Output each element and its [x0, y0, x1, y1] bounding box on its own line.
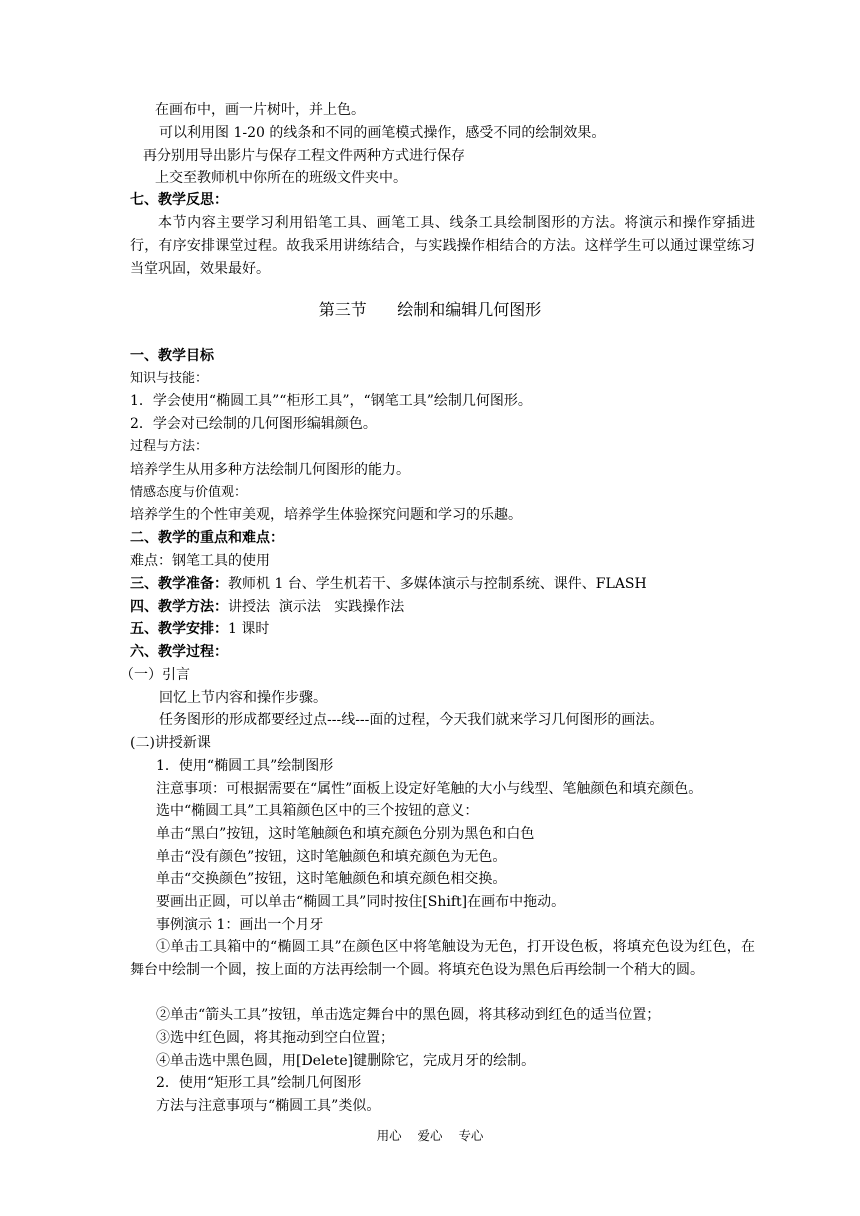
- text-line: 注意事项：可根据需要在“属性”面板上设定好笔触的大小与线型、笔触颜色和填充颜色。: [156, 781, 703, 797]
- paragraph: 本节内容主要学习利用铅笔工具、画笔工具、线条工具绘制图形的方法。将演示和操作穿插进行，有序安排课堂过程。故我采用讲练结合，与实践操作相结合的方法。这样学生可以通过课堂练习当堂巩固，效果最好。: [130, 215, 755, 277]
- text-line: 培养学生的个性审美观，培养学生体验探究问题和学习的乐趣。: [130, 507, 522, 523]
- text-line: [130, 596, 404, 618]
- section-text: 讲授法 演示法 实践操作法: [228, 599, 405, 615]
- section-heading: 四、教学方法：: [130, 599, 228, 615]
- text-line: 方法与注意事项与“椭圆工具”类似。: [156, 1098, 381, 1114]
- sub-label: 知识与技能：: [130, 371, 209, 386]
- section-heading: 三、教学准备：: [130, 576, 228, 592]
- sub-label: 情感态度与价值观：: [130, 485, 248, 500]
- text-line: 可以利用图 1-20 的线条和不同的画笔模式操作，感受不同的绘制效果。: [159, 125, 606, 141]
- text-line: 2．学会对已绘制的几何图形编辑颜色。: [130, 416, 377, 432]
- text-line: [130, 573, 647, 595]
- sub-label: 过程与方法：: [130, 439, 209, 454]
- section-title: 第三节 绘制和编辑几何图形: [318, 300, 542, 319]
- text-line: 任务图形的形成都要经过点---线---面的过程，今天我们就来学习几何图形的画法。: [159, 712, 664, 728]
- text-line: 难点：钢笔工具的使用: [130, 553, 270, 569]
- text-line: 再分别用导出影片与保存工程文件两种方式进行保存: [143, 148, 465, 164]
- section-heading: 七、教学反思：: [130, 192, 228, 208]
- text-line: 选中“椭圆工具”工具箱颜色区中的三个按钮的意义：: [156, 803, 479, 819]
- section-heading: 五、教学安排：: [130, 621, 228, 637]
- text-line: 事例演示 1：画出一个月牙: [156, 917, 324, 933]
- paragraph: ①单击工具箱中的“椭圆工具”在颜色区中将笔触设为无色，打开设色板，将填充色设为红色，在舞台中绘制一个圆，按上面的方法再绘制一个圆。将填充色设为黑色后再绘制一个稍大的圆。: [130, 939, 755, 978]
- text-line: 2．使用“矩形工具”绘制几何图形: [156, 1075, 362, 1091]
- sub-heading: （一）引言: [120, 667, 190, 683]
- text-line: ③选中红色圆，将其拖动到空白位置；: [156, 1030, 394, 1046]
- text-line: [130, 618, 269, 640]
- text-line: 培养学生从用多种方法绘制几何图形的能力。: [130, 462, 410, 478]
- text-line: 单击“没有颜色”按钮，这时笔触颜色和填充颜色为无色。: [156, 849, 507, 865]
- text-line: 1．使用“椭圆工具”绘制图形: [156, 758, 334, 774]
- text-line: ④单击选中黑色圆，用[Delete]键删除它，完成月牙的绘制。: [156, 1053, 536, 1069]
- text-line: 要画出正圆，可以单击“椭圆工具”同时按住[Shift]在画布中拖动。: [156, 894, 566, 910]
- text-line: 上交至教师机中你所在的班级文件夹中。: [155, 170, 407, 186]
- text-line: 单击“黑白”按钮，这时笔触颜色和填充颜色分别为黑色和白色: [156, 826, 535, 842]
- section-text: 教师机 1 台、学生机若干、多媒体演示与控制系统、课件、FLASH: [228, 576, 647, 592]
- text-line: 单击“交换颜色”按钮，这时笔触颜色和填充颜色相交换。: [156, 871, 507, 887]
- text-line: 在画布中，画一片树叶，并上色。: [155, 102, 365, 118]
- section-text: 1 课时: [228, 621, 270, 637]
- sub-heading: (二)讲授新课: [130, 735, 211, 751]
- text-line: ②单击“箭头工具”按钮，单击选定舞台中的黑色圆，将其移动到红色的适当位置；: [156, 1007, 661, 1023]
- section-heading: 一、教学目标: [130, 348, 214, 364]
- section-heading: 六、教学过程：: [130, 644, 228, 660]
- text-line: 回忆上节内容和操作步骤。: [159, 690, 327, 706]
- text-line: 1．学会使用“椭圆工具”“柜形工具”，“钢笔工具”绘制几何图形。: [130, 393, 532, 409]
- page-footer: 用心 爱心 专心: [376, 1128, 484, 1143]
- section-heading: 二、教学的重点和难点：: [130, 530, 284, 546]
